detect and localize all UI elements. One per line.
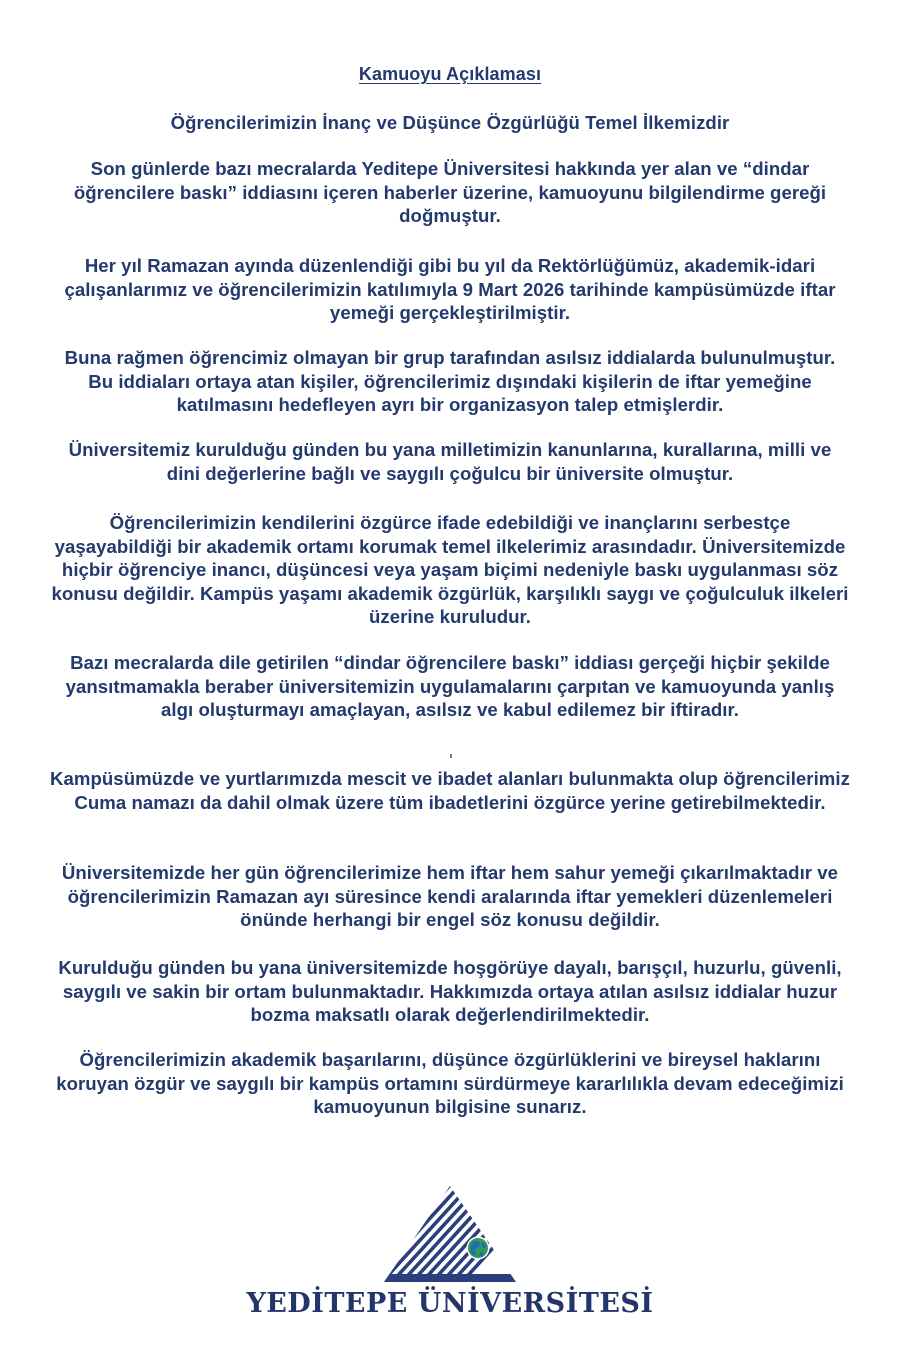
logo-stripes <box>382 1184 518 1284</box>
paragraph-3: Buna rağmen öğrencimiz olmayan bir grup tarafından asılsız iddialarda bulunulmuştur. Bu iddiaları ortaya atan kişiler, öğrencilerimiz dışındaki kişilerin de iftar yemeğine katılmasını hedefleyen ayrı bir organizasyon talep etmişlerdir. <box>64 347 836 415</box>
document-subtitle: Öğrencilerimizin İnanç ve Düşünce Özgürlüğü Temel İlkemizdir <box>170 112 730 133</box>
globe-icon <box>467 1237 490 1260</box>
paragraph-9: Kurulduğu günden bu yana üniversitemizde hoşgörüye dayalı, barışçıl, huzurlu, güvenli, saygılı ve sakin bir ortam bulunmaktadır. Hakkımızda ortaya atılan asılsız iddialar huzur bozma maksatlı olarak değerlendirilmektedir. <box>58 957 842 1025</box>
document-title: Kamuoyu Açıklaması <box>358 64 542 84</box>
paragraph-6: Bazı mecralarda dile getirilen “dindar öğrencilere baskı” iddiası gerçeği hiçbir şekilde yansıtmamakla beraber üniversitemizin uygulamalarını çarpıtan ve kamuoyunda yanlış algı oluşturmayı amaçlayan, asılsız ve kabul edilemez bir iftiradır. <box>65 652 835 720</box>
stray-mark <box>450 754 452 758</box>
paragraph-4: Üniversitemiz kurulduğu günden bu yana milletimizin kanunlarına, kurallarına, milli ve dini değerlerine bağlı ve saygılı çoğulcu bir üniversite olmuştur. <box>68 439 832 484</box>
paragraph-5: Öğrencilerimizin kendilerini özgürce ifade edebildiği ve inançlarını serbestçe yaşayabildiği bir akademik ortamı korumak temel ilkelerimiz arasındadır. Üniversitemizde hiçbir öğrenciye inancı, düşüncesi veya yaşam biçimi nedeniyle baskı uygulanması söz konusu değildir. Kampüs yaşamı akademik özgürlük, karşılıklı saygı ve çoğulculuk ilkeleri üzerine kuruludur. <box>51 512 849 627</box>
university-name: YEDİTEPE ÜNİVERSİTESİ <box>246 1288 654 1319</box>
yeditepe-logo-icon <box>382 1184 518 1284</box>
paragraph-1: Son günlerde bazı mecralarda Yeditepe Üniversitesi hakkında yer alan ve “dindar öğrencilere baskı” iddiasını içeren haberler üzerine, kamuoyunu bilgilendirme gereği doğmuştur. <box>73 158 827 226</box>
paragraph-7: Kampüsümüzde ve yurtlarımızda mescit ve ibadet alanları bulunmakta olup öğrencilerimiz Cuma namazı da dahil olmak üzere tüm ibadetlerini özgürce yerine getirebilmektedir. <box>50 768 850 813</box>
paragraph-10: Öğrencilerimizin akademik başarılarını, düşünce özgürlüklerini ve bireysel haklarını koruyan özgür ve saygılı bir kampüs ortamını sürdürmeye kararlılıkla devam edeceğimizi kamuoyunun bilgisine sunarız. <box>56 1049 844 1117</box>
paragraph-2: Her yıl Ramazan ayında düzenlendiği gibi bu yıl da Rektörlüğümüz, akademik-idari çalışanlarımız ve öğrencilerimizin katılımıyla 9 Mart 2026 tarihinde kampüsümüzde iftar yemeği gerçekleştirilmiştir. <box>64 255 836 323</box>
paragraph-8: Üniversitemizde her gün öğrencilerimize hem iftar hem sahur yemeği çıkarılmaktadır ve öğrencilerimizin Ramazan ayı süresince kendi aralarında iftar yemekleri düzenlemeleri önünde herhangi bir engel söz konusu değildir. <box>61 862 839 930</box>
